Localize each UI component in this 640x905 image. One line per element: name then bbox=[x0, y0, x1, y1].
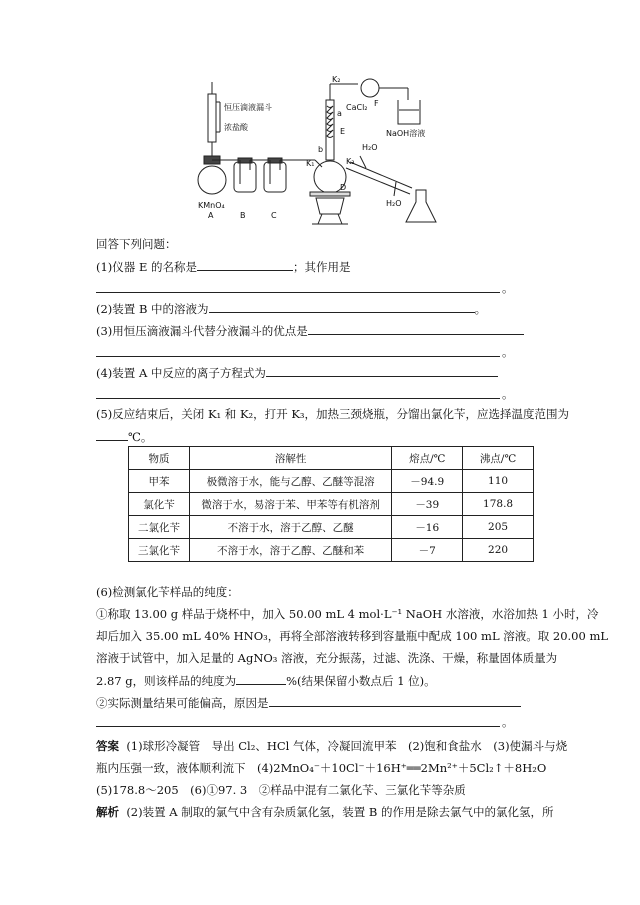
label-k1: K₁ bbox=[306, 159, 315, 168]
q4-text: (4)装置 A 中反应的离子方程式为 bbox=[96, 366, 266, 380]
table-row bbox=[129, 493, 534, 516]
question-6-line3: 溶液于试管中，加入足量的 AgNO₃ 溶液，充分振荡，过滤、洗涤、干燥，称量固体质量为 bbox=[96, 651, 558, 665]
bottle-c bbox=[264, 162, 286, 192]
answer-text1: (1)球形冷凝管 导出 Cl₂、HCl 气体，冷凝回流甲苯 (2)饱和食盐水 (3)使漏斗与烧 bbox=[126, 739, 568, 753]
properties-table bbox=[128, 446, 534, 562]
q4-answer-line[interactable] bbox=[96, 398, 500, 399]
q6-reason-blank[interactable] bbox=[269, 694, 521, 707]
label-small-a: a bbox=[337, 109, 342, 118]
table-header: 沸点/℃ bbox=[463, 447, 534, 470]
answer-line2: 瓶内压强一致，液体顺利流下 (4)2MnO₄⁻＋10Cl⁻＋16H⁺══2Mn²⁺＋5Cl₂↑＋8H₂O bbox=[96, 761, 547, 775]
table-cell: －94.9 bbox=[392, 470, 463, 493]
bottle-b bbox=[234, 162, 256, 192]
question-6-line4 bbox=[96, 672, 436, 689]
question-5-line2 bbox=[96, 428, 152, 445]
flask-a bbox=[198, 166, 226, 194]
table-cell: 不溶于水，溶于乙醇、乙醚和苯 bbox=[190, 539, 392, 562]
q2-blank[interactable] bbox=[209, 300, 475, 313]
label-k2: K₂ bbox=[332, 75, 341, 84]
answer-line1 bbox=[96, 738, 567, 754]
q3-blank[interactable] bbox=[308, 322, 524, 335]
answer-label: 答案 bbox=[96, 739, 119, 753]
table-cell: 178.8 bbox=[463, 493, 534, 516]
question-6-line2: 却后加入 35.00 mL 40% HNO₃，再将全部溶液转移到容量瓶中配成 100 mL 溶液。取 20.00 mL bbox=[96, 629, 609, 643]
question-5-text: (5)反应结束后，关闭 K₁ 和 K₂，打开 K₃，加热三颈烧瓶，分馏出氯化苄，应选择温度范围为 bbox=[96, 407, 570, 421]
table-cell: 氯化苄 bbox=[129, 493, 190, 516]
question-1 bbox=[96, 258, 351, 275]
label-funnel: 恒压滴液漏斗 bbox=[224, 103, 272, 112]
q6-period: 。 bbox=[502, 715, 514, 729]
label-b: B bbox=[240, 211, 246, 220]
answer-line3: (5)178.8～205 (6)①97. 3 ②样品中混有二氯化苄、三氯化苄等杂质 bbox=[96, 783, 466, 797]
q1-mid: ；其作用是 bbox=[293, 260, 351, 274]
question-6-line5 bbox=[96, 694, 521, 711]
table-cell: －16 bbox=[392, 516, 463, 539]
label-h2o-top: H₂O bbox=[362, 143, 378, 152]
q3-text: (3)用恒压滴液漏斗代替分液漏斗的优点是 bbox=[96, 324, 308, 338]
label-k3: K₃ bbox=[346, 157, 355, 166]
table-cell: －39 bbox=[392, 493, 463, 516]
table-cell: 三氯化苄 bbox=[129, 539, 190, 562]
question-2 bbox=[96, 300, 486, 317]
q6-purity-blank[interactable] bbox=[236, 672, 286, 685]
label-small-b: b bbox=[318, 145, 324, 154]
q3-period: 。 bbox=[502, 345, 514, 359]
analysis-text1: (2)装置 A 制取的氯气中含有杂质氯化氢，装置 B 的作用是除去氯气中的氯化氢，所 bbox=[126, 805, 554, 819]
q6-l4a: 2.87 g，则该样品的纯度为 bbox=[96, 674, 237, 688]
table-header-row bbox=[129, 447, 534, 470]
analysis-label: 解析 bbox=[96, 805, 119, 819]
table-cell: 极微溶于水，能与乙醇、乙醚等混溶 bbox=[190, 470, 392, 493]
receiving-flask bbox=[406, 190, 436, 222]
intro-line: 回答下列问题： bbox=[96, 237, 177, 251]
table-header: 熔点/℃ bbox=[392, 447, 463, 470]
label-e: E bbox=[340, 127, 346, 136]
table-cell: 甲苯 bbox=[129, 470, 190, 493]
question-3 bbox=[96, 322, 524, 339]
label-c: C bbox=[271, 211, 277, 220]
label-a: A bbox=[208, 211, 214, 220]
q1-blank-name[interactable] bbox=[197, 258, 293, 271]
q1-period: 。 bbox=[502, 281, 514, 295]
q1-answer-line[interactable] bbox=[96, 292, 500, 293]
q2-period: 。 bbox=[474, 302, 487, 316]
label-acid: 浓盐酸 bbox=[224, 123, 248, 132]
q5-unit: ℃。 bbox=[128, 430, 153, 444]
q6-l5: ②实际测量结果可能偏高，原因是 bbox=[96, 696, 269, 710]
question-6-title: (6)检测氯化苄样品的纯度： bbox=[96, 585, 239, 599]
q6-l4b: %(结果保留小数点后 1 位)。 bbox=[286, 674, 436, 688]
naoh-beaker bbox=[398, 100, 420, 124]
dropping-funnel bbox=[208, 94, 216, 142]
label-d: D bbox=[340, 183, 347, 192]
table-header: 溶解性 bbox=[190, 447, 392, 470]
q2-text: (2)装置 B 中的溶液为 bbox=[96, 302, 209, 316]
q4-period: 。 bbox=[502, 387, 514, 401]
q5-blank[interactable] bbox=[96, 428, 128, 441]
table-row bbox=[129, 470, 534, 493]
q4-blank[interactable] bbox=[266, 364, 498, 377]
question-6-line1: ①称取 13.00 g 样品于烧杯中，加入 50.00 mL 4 mol·L⁻¹ NaOH 水溶液，水浴加热 1 小时，冷 bbox=[96, 607, 599, 621]
q6-answer-line[interactable] bbox=[96, 726, 500, 727]
drying-tube-f bbox=[361, 79, 379, 97]
table-row bbox=[129, 539, 534, 562]
table-row bbox=[129, 516, 534, 539]
apparatus-diagram bbox=[190, 72, 460, 230]
analysis-line1 bbox=[96, 804, 553, 820]
label-naoh: NaOH溶液 bbox=[386, 129, 426, 138]
table-cell: 220 bbox=[463, 539, 534, 562]
q1-text: (1)仪器 E 的名称是 bbox=[96, 260, 197, 274]
table-cell: 不溶于水，溶于乙醇、乙醚 bbox=[190, 516, 392, 539]
q3-answer-line[interactable] bbox=[96, 356, 500, 357]
question-4 bbox=[96, 364, 498, 381]
table-cell: 微溶于水，易溶于苯、甲苯等有机溶剂 bbox=[190, 493, 392, 516]
table-header: 物质 bbox=[129, 447, 190, 470]
table-cell: 110 bbox=[463, 470, 534, 493]
label-kmno4: KMnO₄ bbox=[198, 201, 225, 210]
label-cacl2: CaCl₂ bbox=[346, 103, 368, 112]
table-cell: 二氯化苄 bbox=[129, 516, 190, 539]
label-f: F bbox=[374, 99, 379, 108]
table-cell: －7 bbox=[392, 539, 463, 562]
table-cell: 205 bbox=[463, 516, 534, 539]
label-h2o-bottom: H₂O bbox=[386, 199, 402, 208]
